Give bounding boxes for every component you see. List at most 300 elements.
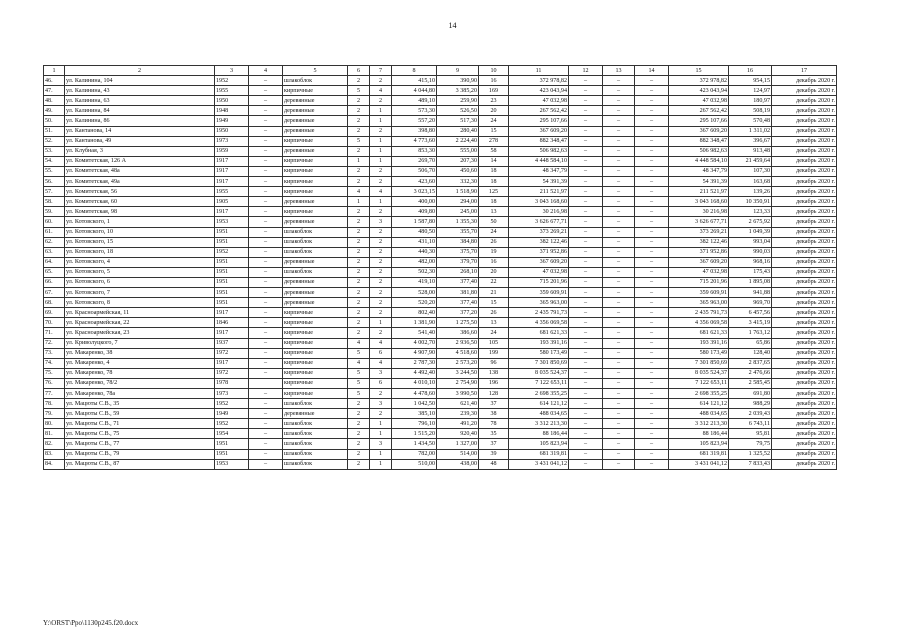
table-cell: 50. — [44, 116, 65, 126]
table-cell: 2 — [348, 399, 370, 409]
table-row — [44, 277, 837, 287]
table-cell: 56. — [44, 177, 65, 187]
table-cell: 621,40 — [437, 399, 479, 409]
table-cell: декабрь 2020 г. — [772, 429, 837, 439]
table-cell: декабрь 2020 г. — [772, 358, 837, 368]
table-row — [44, 449, 837, 459]
table-row — [44, 358, 837, 368]
table-cell: – — [603, 247, 635, 257]
table-cell: ул. Макаренко, 38 — [65, 348, 215, 358]
table-cell: – — [635, 247, 669, 257]
table-cell: 72. — [44, 338, 65, 348]
table-cell: 580 173,49 — [509, 348, 569, 358]
table-cell: – — [569, 126, 603, 136]
table-cell: 2 476,66 — [729, 368, 772, 378]
table-cell: – — [569, 288, 603, 298]
table-cell: 3 626 677,71 — [509, 217, 569, 227]
table-cell: – — [569, 166, 603, 176]
table-cell: кирпичные — [283, 378, 348, 388]
table-cell: – — [635, 439, 669, 449]
table-cell: 21 — [479, 288, 509, 298]
table-cell: – — [569, 76, 603, 86]
table-cell: ул. Криволуцкого, 7 — [65, 338, 215, 348]
table-cell: 211 521,97 — [669, 187, 729, 197]
table-row — [44, 177, 837, 187]
table-cell: 1 — [370, 459, 392, 469]
table-cell: 83. — [44, 449, 65, 459]
table-cell: – — [635, 76, 669, 86]
table-cell: – — [635, 217, 669, 227]
table-cell: 382 122,46 — [669, 237, 729, 247]
table-row — [44, 257, 837, 267]
table-cell: 1951 — [215, 257, 249, 267]
table-cell: – — [603, 166, 635, 176]
table-cell: 10 350,91 — [729, 197, 772, 207]
table-cell: 3 023,15 — [392, 187, 437, 197]
table-cell: – — [249, 86, 283, 96]
table-cell — [249, 378, 283, 388]
table-cell: 1 — [370, 197, 392, 207]
table-cell: 2 — [370, 166, 392, 176]
table-cell: 7 301 850,69 — [669, 358, 729, 368]
column-number-header: 3 — [215, 66, 249, 76]
table-cell: 2 — [370, 126, 392, 136]
table-cell: 13 — [479, 207, 509, 217]
table-cell: 30 216,98 — [669, 207, 729, 217]
table-cell: 2 — [348, 328, 370, 338]
table-cell: 128,40 — [729, 348, 772, 358]
table-cell: шлакоблок — [283, 429, 348, 439]
column-number-header: 12 — [569, 66, 603, 76]
table-cell: – — [603, 76, 635, 86]
table-cell: 52. — [44, 136, 65, 146]
table-cell: деревянные — [283, 409, 348, 419]
table-cell: – — [635, 298, 669, 308]
table-cell: декабрь 2020 г. — [772, 459, 837, 469]
table-row — [44, 227, 837, 237]
table-cell: декабрь 2020 г. — [772, 76, 837, 86]
table-cell: деревянные — [283, 116, 348, 126]
table-cell: – — [569, 409, 603, 419]
table-cell: 882 348,47 — [509, 136, 569, 146]
column-number-header: 15 — [669, 66, 729, 76]
table-cell: 1949 — [215, 116, 249, 126]
table-cell: 423,60 — [392, 177, 437, 187]
table-cell: – — [249, 419, 283, 429]
table-cell: 82. — [44, 439, 65, 449]
table-cell: 2 837,65 — [729, 358, 772, 368]
table-cell: 365 963,00 — [509, 298, 569, 308]
table-cell: 450,60 — [437, 166, 479, 176]
table-cell: – — [569, 459, 603, 469]
table-cell: 367 609,20 — [509, 126, 569, 136]
table-cell: – — [569, 116, 603, 126]
table-cell: 15 — [479, 298, 509, 308]
table-cell: 58. — [44, 197, 65, 207]
table-cell: 1 — [370, 449, 392, 459]
table-cell: 2 — [348, 439, 370, 449]
table-cell: 1 518,90 — [437, 187, 479, 197]
table-cell: кирпичные — [283, 338, 348, 348]
table-cell: шлакоблок — [283, 399, 348, 409]
table-cell: – — [569, 429, 603, 439]
table-cell: 2 — [348, 298, 370, 308]
table-cell: 2 — [348, 177, 370, 187]
table-row — [44, 96, 837, 106]
table-cell: – — [603, 318, 635, 328]
table-cell: 423 043,94 — [509, 86, 569, 96]
table-cell: 66. — [44, 277, 65, 287]
table-cell: – — [569, 197, 603, 207]
table-row — [44, 136, 837, 146]
table-cell: 84. — [44, 459, 65, 469]
table-cell: 2 — [370, 277, 392, 287]
table-cell: 20 — [479, 267, 509, 277]
table-cell: 1973 — [215, 389, 249, 399]
table-cell: декабрь 2020 г. — [772, 338, 837, 348]
table-cell: деревянные — [283, 146, 348, 156]
table-cell: 24 — [479, 227, 509, 237]
table-cell: 1952 — [215, 419, 249, 429]
table-cell: – — [635, 419, 669, 429]
table-cell: декабрь 2020 г. — [772, 136, 837, 146]
table-cell: – — [249, 409, 283, 419]
table-cell: – — [603, 308, 635, 318]
table-cell: – — [635, 116, 669, 126]
table-cell: 332,30 — [437, 177, 479, 187]
table-cell: – — [603, 136, 635, 146]
table-cell: 365 963,00 — [669, 298, 729, 308]
table-cell: ул. Котовского, 4 — [65, 257, 215, 267]
table-cell: – — [569, 308, 603, 318]
table-cell: декабрь 2020 г. — [772, 368, 837, 378]
table-cell: 390,90 — [437, 76, 479, 86]
table-cell: 3 626 677,71 — [669, 217, 729, 227]
table-row — [44, 166, 837, 176]
table-cell: ул. Мацюты С.В., 77 — [65, 439, 215, 449]
table-cell: – — [569, 267, 603, 277]
table-cell: 18 — [479, 166, 509, 176]
table-cell: – — [249, 429, 283, 439]
table-cell: 64. — [44, 257, 65, 267]
table-cell: 2 — [348, 146, 370, 156]
table-cell: – — [635, 227, 669, 237]
table-cell: 502,30 — [392, 267, 437, 277]
table-cell: 7 301 850,69 — [509, 358, 569, 368]
table-cell: – — [249, 439, 283, 449]
table-cell: 1951 — [215, 439, 249, 449]
table-cell: – — [569, 358, 603, 368]
table-cell: 381,80 — [437, 288, 479, 298]
column-number-header: 9 — [437, 66, 479, 76]
table-cell: – — [569, 207, 603, 217]
table-cell: 969,70 — [729, 298, 772, 308]
table-cell: 2 — [348, 429, 370, 439]
table-cell: ул. Калинина, 104 — [65, 76, 215, 86]
table-cell: – — [249, 288, 283, 298]
table-cell: 2 039,43 — [729, 409, 772, 419]
table-cell: – — [635, 449, 669, 459]
table-cell: 1 — [370, 136, 392, 146]
table-cell: 139,26 — [729, 187, 772, 197]
table-cell: 2 — [348, 449, 370, 459]
table-cell: – — [635, 146, 669, 156]
table-cell: кирпичные — [283, 328, 348, 338]
table-cell: 16 — [479, 76, 509, 86]
table-cell: – — [569, 348, 603, 358]
table-cell: кирпичные — [283, 177, 348, 187]
table-cell: декабрь 2020 г. — [772, 217, 837, 227]
table-cell: 88 186,44 — [669, 429, 729, 439]
table-row — [44, 389, 837, 399]
table-cell: 1955 — [215, 86, 249, 96]
table-cell: 482,00 — [392, 257, 437, 267]
table-cell: 488 034,65 — [509, 409, 569, 419]
table-cell: 2 — [348, 288, 370, 298]
table-cell: 47. — [44, 86, 65, 96]
table-cell: 280,40 — [437, 126, 479, 136]
housing-table — [43, 65, 837, 470]
table-cell: декабрь 2020 г. — [772, 126, 837, 136]
table-cell: – — [249, 217, 283, 227]
table-cell: 193 391,16 — [669, 338, 729, 348]
table-cell: – — [569, 86, 603, 96]
table-cell: деревянные — [283, 217, 348, 227]
table-cell: декабрь 2020 г. — [772, 328, 837, 338]
table-cell: 2 — [370, 267, 392, 277]
table-cell: шлакоблок — [283, 267, 348, 277]
table-row — [44, 409, 837, 419]
table-cell: 384,80 — [437, 237, 479, 247]
table-cell: 557,20 — [392, 116, 437, 126]
table-cell: 681 621,33 — [669, 328, 729, 338]
table-row — [44, 368, 837, 378]
table-cell: деревянные — [283, 257, 348, 267]
table-cell: 385,10 — [392, 409, 437, 419]
table-cell: 2 435 791,73 — [509, 308, 569, 318]
table-cell: 2 — [348, 126, 370, 136]
table-cell: декабрь 2020 г. — [772, 439, 837, 449]
table-cell: 47 032,98 — [509, 267, 569, 277]
table-cell: 2 — [348, 459, 370, 469]
table-cell: декабрь 2020 г. — [772, 348, 837, 358]
table-row — [44, 197, 837, 207]
table-cell: – — [249, 166, 283, 176]
table-cell: деревянные — [283, 197, 348, 207]
table-cell: 1 275,50 — [437, 318, 479, 328]
table-cell: 440,30 — [392, 247, 437, 257]
table-cell: 488 034,65 — [669, 409, 729, 419]
table-cell: 506 982,63 — [509, 146, 569, 156]
table-cell: – — [635, 237, 669, 247]
table-cell: – — [249, 298, 283, 308]
table-cell: 1950 — [215, 96, 249, 106]
table-cell: шлакоблок — [283, 439, 348, 449]
table-cell: 57. — [44, 187, 65, 197]
table-cell: – — [249, 227, 283, 237]
table-cell: деревянные — [283, 106, 348, 116]
table-cell: 1952 — [215, 247, 249, 257]
table-cell: 993,04 — [729, 237, 772, 247]
table-cell: 16 — [479, 257, 509, 267]
table-cell: 245,00 — [437, 207, 479, 217]
table-cell: 294,00 — [437, 197, 479, 207]
table-cell: 49. — [44, 106, 65, 116]
table-cell: 14 — [479, 156, 509, 166]
table-cell: 510,00 — [392, 459, 437, 469]
table-cell: декабрь 2020 г. — [772, 389, 837, 399]
table-cell: декабрь 2020 г. — [772, 267, 837, 277]
table-cell: – — [249, 106, 283, 116]
table-cell: – — [569, 389, 603, 399]
table-cell: 415,10 — [392, 76, 437, 86]
table-cell: ул. Красноармейская, 22 — [65, 318, 215, 328]
table-cell: 5 — [348, 368, 370, 378]
table-cell: 30 216,98 — [509, 207, 569, 217]
table-cell: кирпичные — [283, 318, 348, 328]
table-cell: 570,48 — [729, 116, 772, 126]
table-cell: 1 587,80 — [392, 217, 437, 227]
table-row — [44, 348, 837, 358]
table-cell: 35 — [479, 429, 509, 439]
table-cell: 267 562,42 — [669, 106, 729, 116]
table-cell: 4 — [370, 338, 392, 348]
table-cell: – — [569, 187, 603, 197]
table-cell: 1955 — [215, 187, 249, 197]
table-cell: 1 — [348, 197, 370, 207]
table-cell: 1 515,20 — [392, 429, 437, 439]
table-cell: – — [603, 156, 635, 166]
table-cell: 438,00 — [437, 459, 479, 469]
table-cell: – — [569, 247, 603, 257]
table-cell: 2 — [348, 96, 370, 106]
table-row — [44, 237, 837, 247]
table-cell: ул. Мацюты С.В., 71 — [65, 419, 215, 429]
table-cell: – — [603, 378, 635, 388]
table-cell: 3 431 041,12 — [509, 459, 569, 469]
table-cell: 2 754,90 — [437, 378, 479, 388]
table-cell: 3 415,19 — [729, 318, 772, 328]
table-cell: 715 201,96 — [669, 277, 729, 287]
table-cell: 138 — [479, 368, 509, 378]
table-cell: 2 — [370, 409, 392, 419]
table-cell: 2 — [370, 247, 392, 257]
table-cell: 517,30 — [437, 116, 479, 126]
table-cell: – — [635, 389, 669, 399]
table-cell: ул. Мацюты С.В., 35 — [65, 399, 215, 409]
table-cell: – — [635, 358, 669, 368]
table-cell: декабрь 2020 г. — [772, 96, 837, 106]
table-cell: – — [249, 358, 283, 368]
table-cell: 4 356 069,58 — [669, 318, 729, 328]
table-cell: 2 — [348, 166, 370, 176]
column-number-header: 1 — [44, 66, 65, 76]
column-number-header: 13 — [603, 66, 635, 76]
table-cell: декабрь 2020 г. — [772, 399, 837, 409]
table-cell: 71. — [44, 328, 65, 338]
table-cell: кирпичные — [283, 207, 348, 217]
table-cell: – — [249, 177, 283, 187]
table-cell: – — [603, 419, 635, 429]
table-cell: 355,70 — [437, 227, 479, 237]
table-cell: 4 — [348, 338, 370, 348]
table-cell: 419,10 — [392, 277, 437, 287]
table-cell: 2 — [370, 389, 392, 399]
table-cell: 1 — [348, 156, 370, 166]
table-cell: шлакоблок — [283, 449, 348, 459]
table-cell: – — [603, 358, 635, 368]
table-cell: 555,00 — [437, 146, 479, 156]
table-cell: 21 459,64 — [729, 156, 772, 166]
table-cell: – — [569, 106, 603, 116]
table-cell: ул. Котовского, 18 — [65, 247, 215, 257]
table-cell: 409,80 — [392, 207, 437, 217]
table-cell: 1 325,52 — [729, 449, 772, 459]
table-cell: 37 — [479, 399, 509, 409]
column-number-header: 10 — [479, 66, 509, 76]
table-cell: 371 952,86 — [509, 247, 569, 257]
table-cell: 1 311,02 — [729, 126, 772, 136]
table-cell: 23 — [479, 96, 509, 106]
table-cell: 431,10 — [392, 237, 437, 247]
table-cell: 2 — [348, 409, 370, 419]
table-cell: – — [603, 429, 635, 439]
table-cell: кирпичные — [283, 348, 348, 358]
table-cell: шлакоблок — [283, 247, 348, 257]
table-cell: 65. — [44, 267, 65, 277]
table-cell: 1917 — [215, 166, 249, 176]
table-cell: 4 — [370, 358, 392, 368]
table-cell: – — [603, 146, 635, 156]
table-cell: – — [249, 136, 283, 146]
table-cell: декабрь 2020 г. — [772, 378, 837, 388]
table-cell: 1951 — [215, 267, 249, 277]
table-cell: – — [569, 378, 603, 388]
table-cell: – — [603, 389, 635, 399]
table-cell: 1 — [370, 419, 392, 429]
table-cell: 3 990,50 — [437, 389, 479, 399]
table-cell: 2 — [370, 288, 392, 298]
table-cell: 1 763,12 — [729, 328, 772, 338]
table-cell: декабрь 2020 г. — [772, 277, 837, 287]
table-cell: 853,30 — [392, 146, 437, 156]
table-cell: 3 — [370, 439, 392, 449]
table-cell: 51. — [44, 126, 65, 136]
table-cell: – — [569, 449, 603, 459]
table-cell: 95,81 — [729, 429, 772, 439]
table-cell: – — [635, 338, 669, 348]
table-cell: – — [569, 338, 603, 348]
table-cell: – — [635, 308, 669, 318]
table-cell: 480,50 — [392, 227, 437, 237]
table-cell: – — [249, 76, 283, 86]
table-cell: 2 573,20 — [437, 358, 479, 368]
table-cell: кирпичные — [283, 308, 348, 318]
table-cell: 5 — [348, 348, 370, 358]
table-cell: 1951 — [215, 288, 249, 298]
table-cell: ул. Макаренко, 78а — [65, 389, 215, 399]
table-cell: 19 — [479, 247, 509, 257]
table-cell: 968,16 — [729, 257, 772, 267]
table-cell: 48 347,79 — [669, 166, 729, 176]
table-cell: – — [569, 156, 603, 166]
table-cell: 1951 — [215, 237, 249, 247]
table-cell: кирпичные — [283, 156, 348, 166]
table-cell: кирпичные — [283, 166, 348, 176]
table-cell: – — [249, 459, 283, 469]
table-cell: 50 — [479, 217, 509, 227]
table-cell: 4 478,60 — [392, 389, 437, 399]
